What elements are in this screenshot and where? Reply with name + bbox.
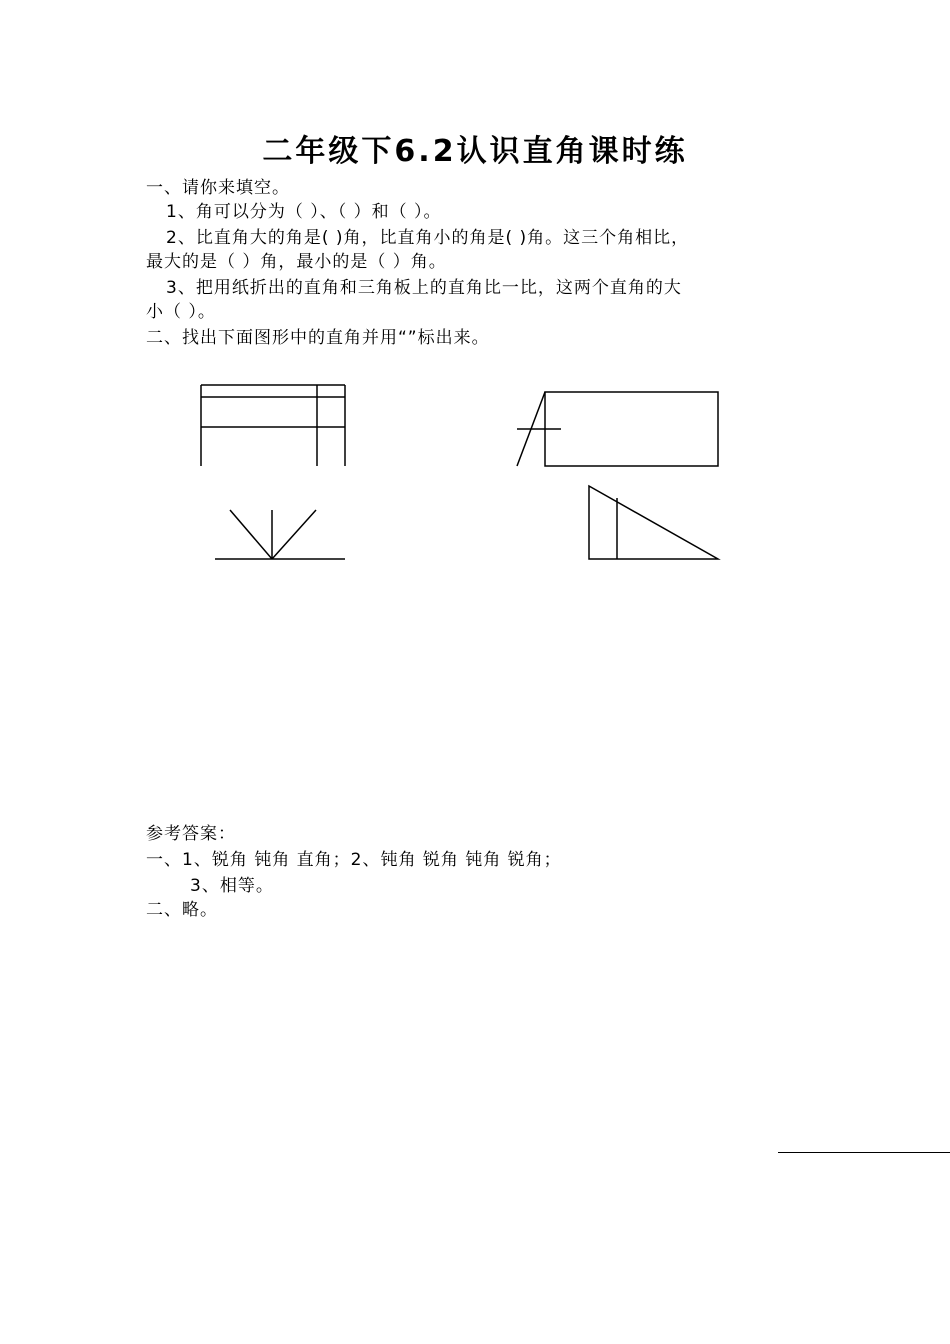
- answers-heading: 参考答案：: [146, 824, 236, 844]
- page-title: 二年级下6.2认识直角课时练: [262, 134, 688, 169]
- figure-rectangle-with-slash: [517, 392, 718, 466]
- section1-heading: 一、请你来填空。: [146, 178, 290, 198]
- figure-right-triangle: [589, 486, 718, 559]
- figure-fan-lines: [215, 510, 345, 559]
- question-2-line2: 最大的是（ ）角，最小的是（ ）角。: [146, 252, 447, 272]
- question-2-line1: 2、比直角大的角是( )角，比直角小的角是( )角。这三个角相比，: [166, 228, 690, 248]
- footer-rule: [778, 1152, 950, 1153]
- question-3-line2: 小（ ）。: [146, 302, 216, 322]
- answers-line-3: 二、略。: [146, 900, 218, 920]
- answers-line-1: 一、1、锐角 钝角 直角；2、钝角 锐角 钝角 锐角；: [146, 850, 562, 870]
- question-3-line1: 3、把用纸折出的直角和三角板上的直角比一比，这两个直角的大: [166, 278, 682, 298]
- answers-line-2: 3、相等。: [190, 876, 274, 896]
- figure-table-grid: [201, 385, 345, 466]
- question-1: 1、角可以分为（ ）、（ ）和（ ）。: [166, 202, 442, 222]
- section2-heading: 二、找出下面图形中的直角并用“”标出来。: [146, 328, 490, 348]
